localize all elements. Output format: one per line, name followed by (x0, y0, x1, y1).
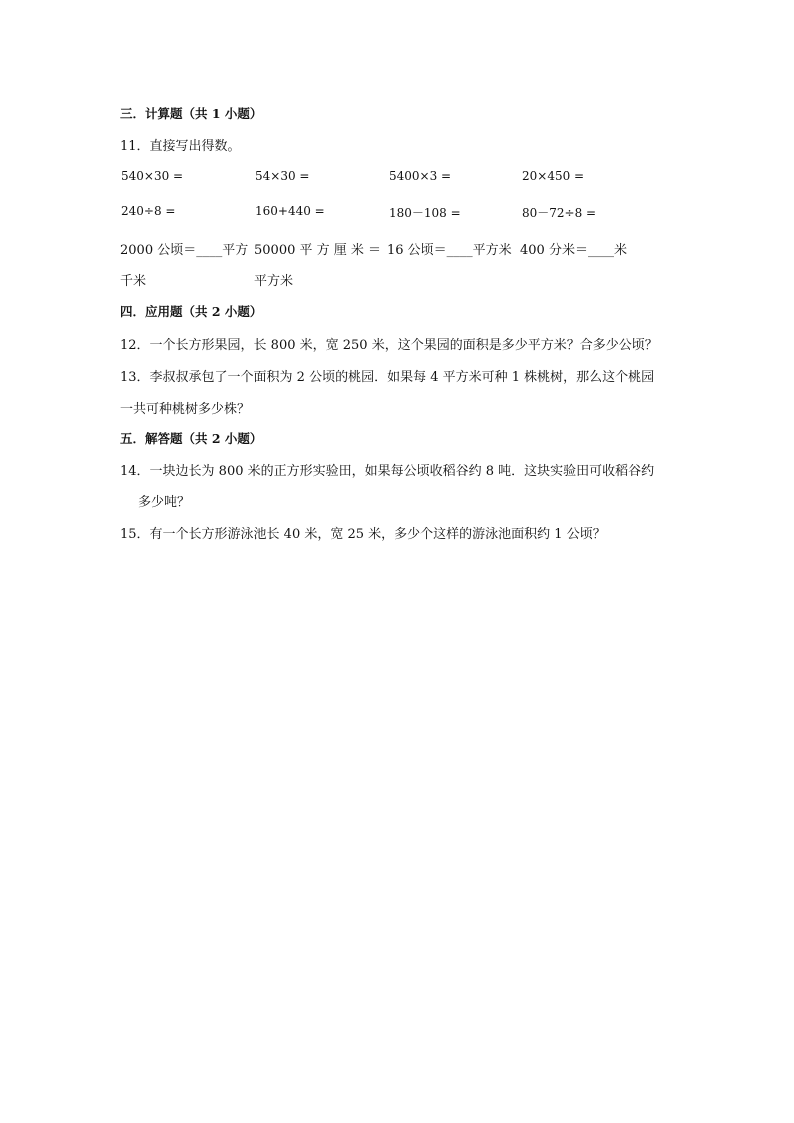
conversion-item-continued: 千米 (120, 274, 147, 289)
section-4-heading: 四．应用题（共 2 小题） (120, 304, 263, 319)
conversion-item-continued: 平方米 (254, 274, 294, 289)
calc-item: 180－108 = (389, 206, 461, 220)
conversion-item: 50000 平 方 厘 米 ＝ (254, 243, 382, 258)
question-15: 15．有一个长方形游泳池长 40 米，宽 25 米，多少个这样的游泳池面积约 1 公顷？ (120, 527, 606, 542)
calc-item: 20×450 = (522, 169, 585, 183)
conversion-item: 2000 公顷＝____平方 (120, 243, 249, 258)
question-13-line-2: 一共可种桃树多少株？ (120, 402, 251, 417)
calc-item: 54×30 = (255, 169, 310, 183)
section-3-heading: 三．计算题（共 1 小题） (120, 106, 263, 121)
calc-item: 240÷8 = (121, 204, 176, 218)
question-14-line-2: 多少吨？ (138, 495, 191, 510)
calc-item: 540×30 = (121, 169, 184, 183)
conversion-item: 16 公顷＝____平方米 (387, 243, 512, 258)
question-13-line-1: 13．李叔叔承包了一个面积为 2 公顷的桃园．如果每 4 平方米可种 1 株桃树，那么这个桃园 (120, 370, 655, 385)
section-5-heading: 五．解答题（共 2 小题） (120, 431, 263, 446)
calc-item: 5400×3 = (389, 169, 452, 183)
conversion-item: 400 分米＝____米 (520, 243, 627, 258)
question-14-line-1: 14．一块边长为 800 米的正方形实验田，如果每公顷收稻谷约 8 吨．这块实验田可收稻谷约 (120, 464, 655, 479)
question-12: 12．一个长方形果园，长 800 米，宽 250 米，这个果园的面积是多少平方米？合多少公顷？ (120, 338, 658, 353)
calc-item: 80－72÷8 = (522, 206, 597, 220)
question-11-stem: 11．直接写出得数。 (120, 139, 241, 154)
calc-item: 160+440 = (255, 204, 325, 218)
